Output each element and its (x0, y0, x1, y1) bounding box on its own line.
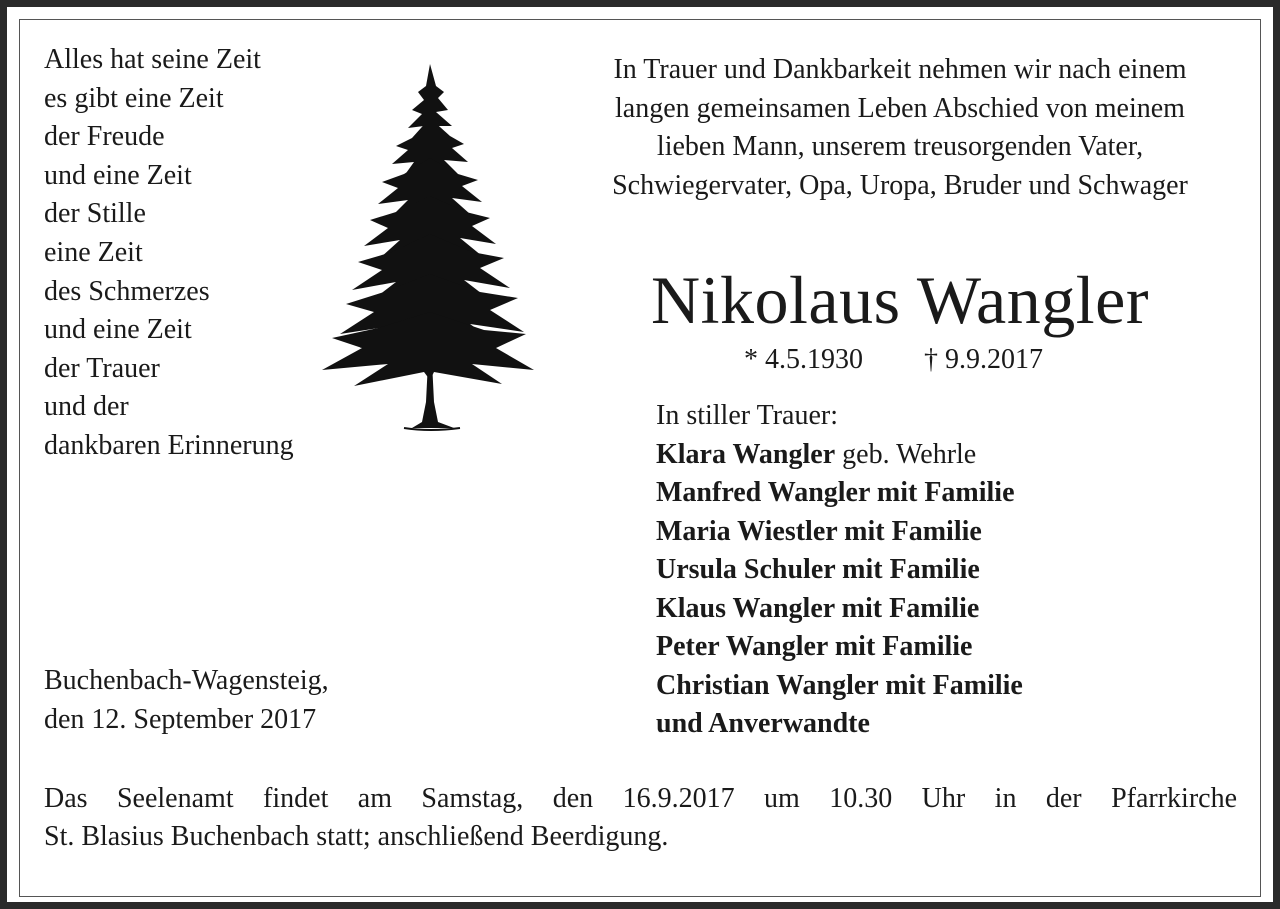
poem-line: der Stille (44, 198, 146, 230)
list-item: und Anverwandte (656, 708, 870, 739)
death-date: † 9.9.2017 (924, 344, 1043, 375)
poem-line: der Trauer (44, 352, 160, 384)
poem (44, 41, 294, 466)
mourners-list (656, 397, 1023, 744)
deceased-name: Nikolaus Wangler (651, 262, 1149, 338)
poem-line: und der (44, 391, 129, 423)
birth-date: * 4.5.1930 (744, 344, 863, 375)
place-line: Buchenbach-Wagensteig, (44, 665, 329, 696)
list-item: Maria Wiestler mit Familie (656, 515, 982, 547)
list-item: Christian Wangler mit Familie (656, 669, 1023, 701)
poem-line: es gibt eine Zeit (44, 82, 224, 114)
maiden-name: geb. Wehrle (835, 438, 977, 470)
poem-line: der Freude (44, 121, 165, 153)
poem-line: und eine Zeit (44, 159, 192, 191)
poem-line: des Schmerzes (44, 275, 210, 307)
intro-text (544, 51, 1256, 205)
service-line: St. Blasius Buchenbach statt; anschließend Beerdigung. (44, 821, 669, 852)
intro-line: In Trauer und Dankbarkeit nehmen wir nach einem (613, 54, 1187, 85)
list-item: Manfred Wangler mit Familie (656, 477, 1015, 508)
service-notice (44, 780, 1237, 856)
date-line: den 12. September 2017 (44, 703, 317, 735)
mourners-heading: In stiller Trauer: (656, 400, 838, 431)
poem-line: dankbaren Erinnerung (44, 429, 294, 461)
poem-line: Alles hat seine Zeit (44, 44, 261, 75)
poem-line: eine Zeit (44, 236, 143, 268)
list-item: Peter Wangler mit Familie (656, 631, 973, 662)
list-item: Klaus Wangler mit Familie (656, 592, 980, 624)
place-date (44, 662, 329, 739)
service-line: Das Seelenamt findet am Samstag, den 16.9.2017 um 10.30 Uhr in der Pfarrkirche (44, 783, 1237, 814)
intro-line: lieben Mann, unserem treusorgenden Vater, (656, 131, 1144, 162)
intro-line: langen gemeinsamen Leben Abschied von meinem (615, 92, 1185, 124)
fir-tree-icon (312, 62, 540, 434)
list-item: Ursula Schuler mit Familie (656, 554, 980, 585)
poem-line: und eine Zeit (44, 314, 192, 346)
list-item (656, 436, 1023, 475)
mourner-name: Klara Wangler (656, 438, 836, 470)
intro-line: Schwiegervater, Opa, Uropa, Bruder und Schwager (612, 169, 1188, 201)
